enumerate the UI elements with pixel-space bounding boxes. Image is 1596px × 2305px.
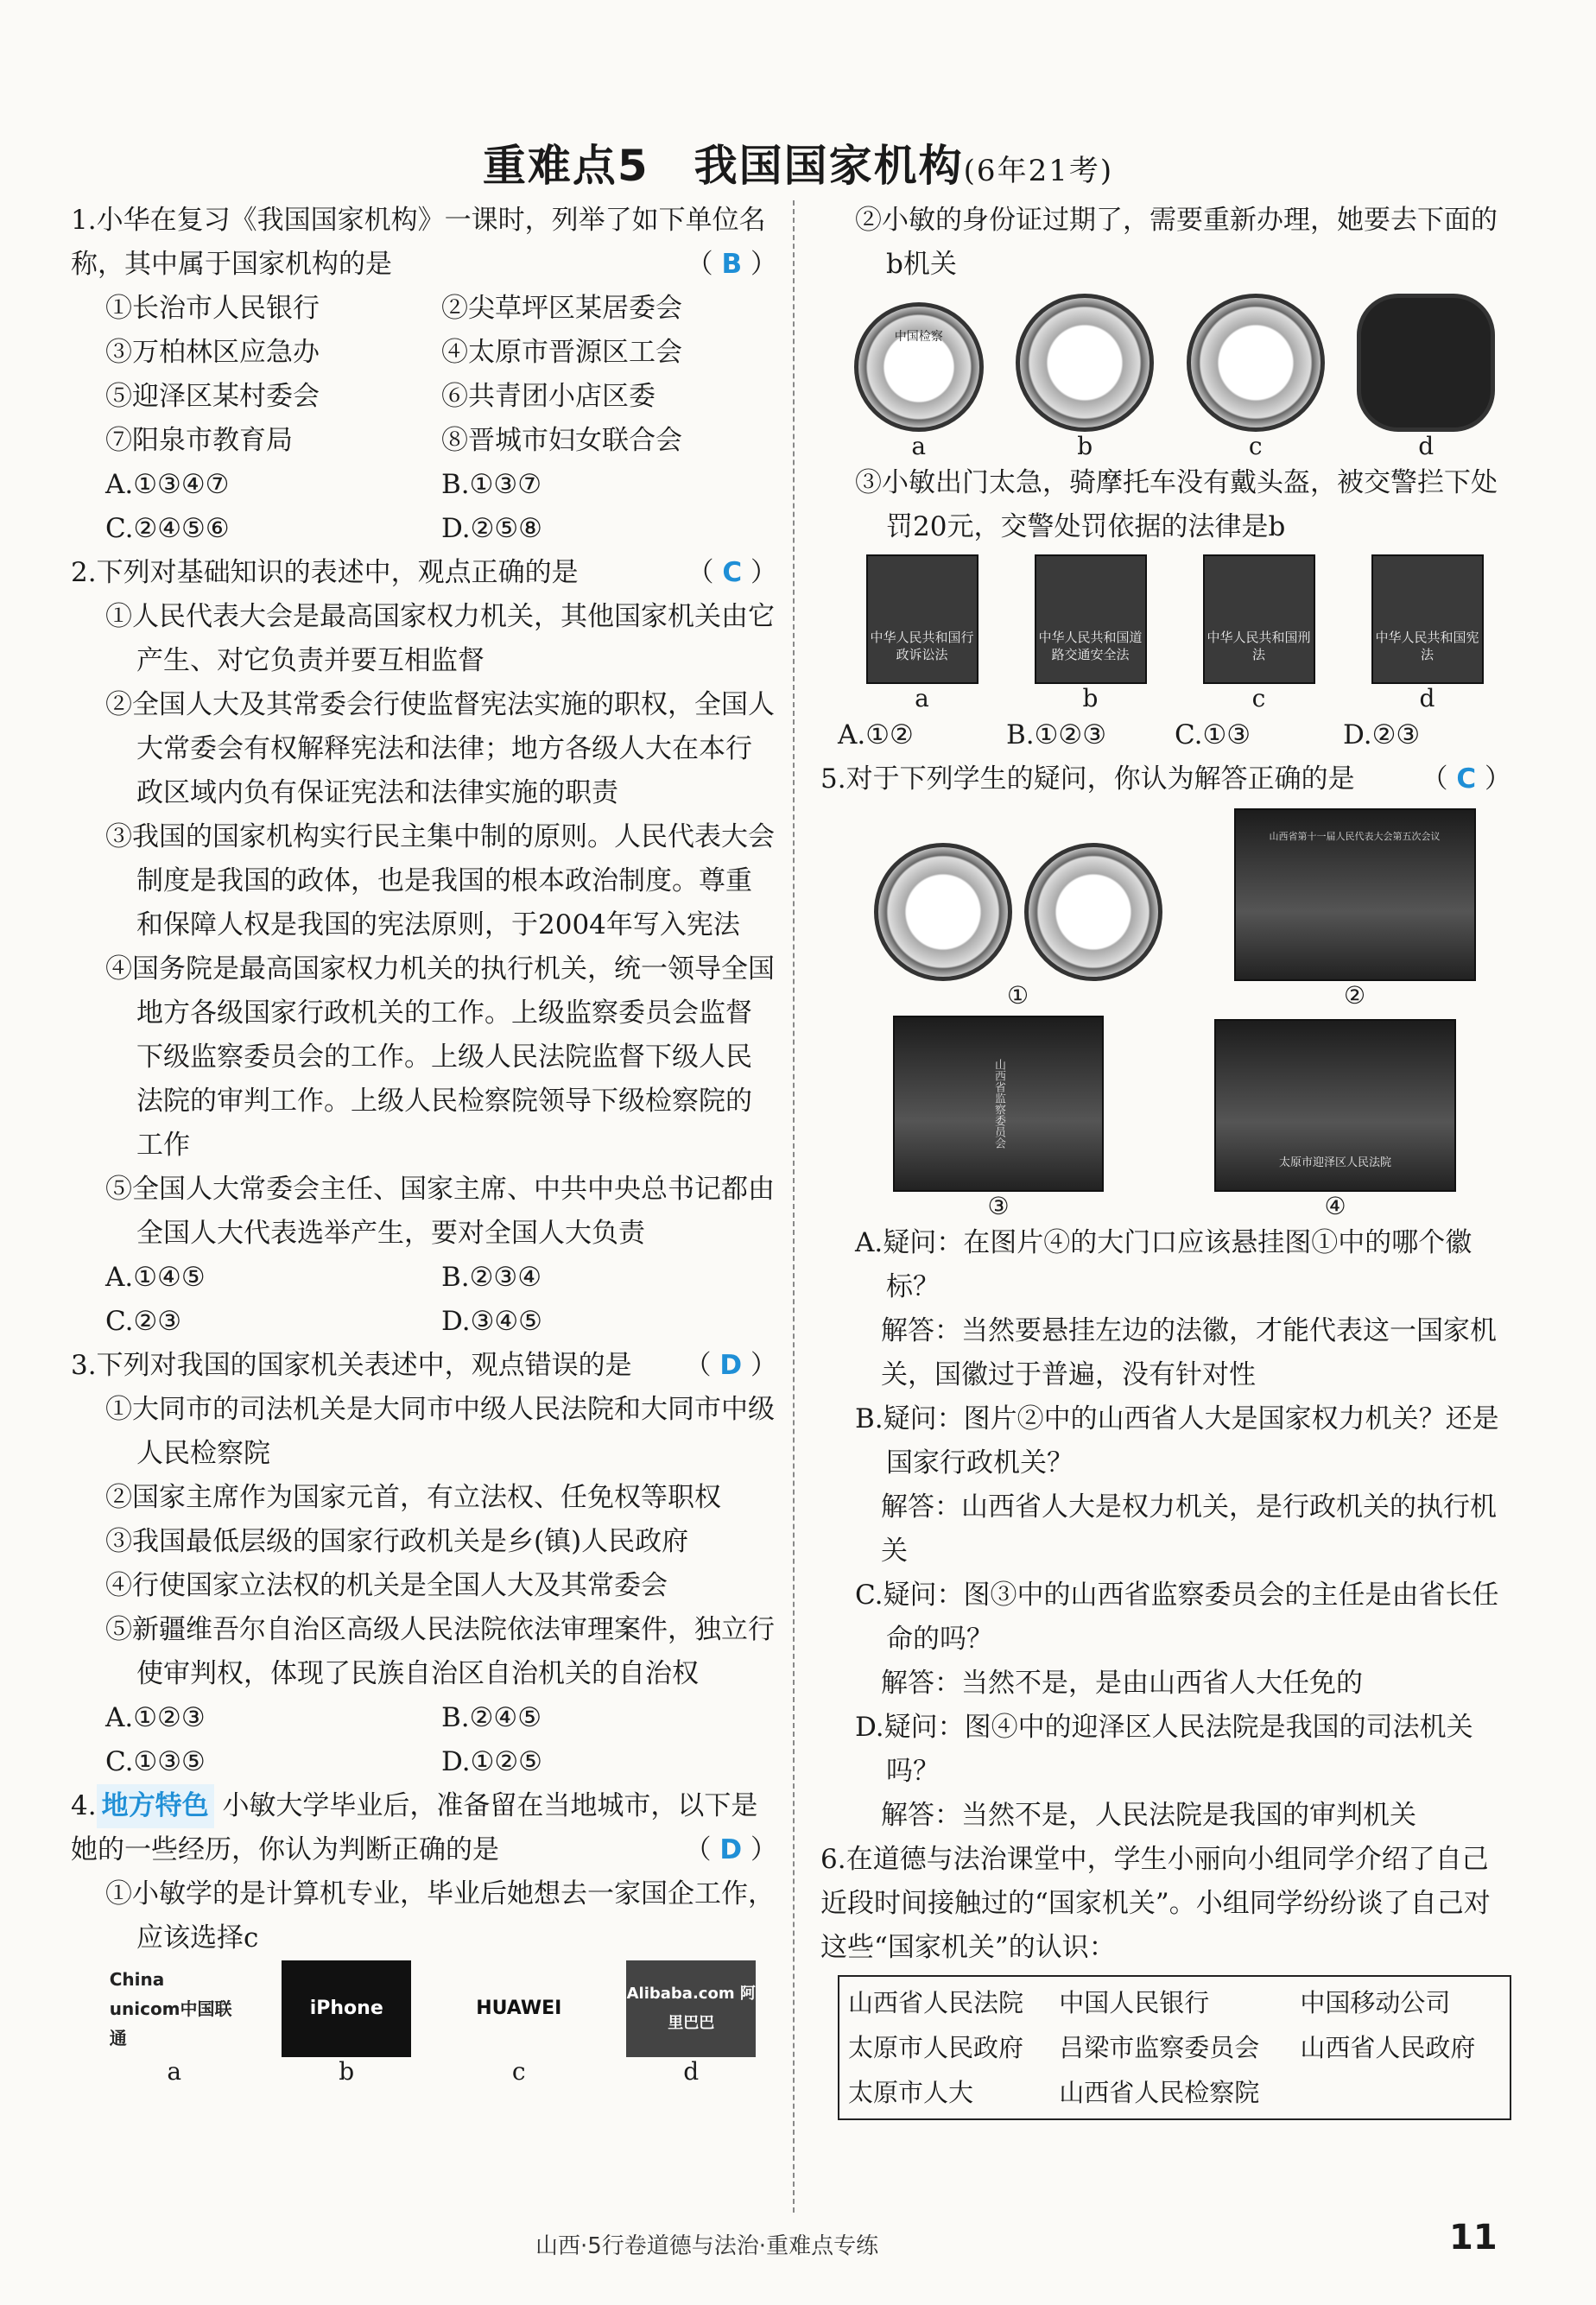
q2-item: ①人民代表大会是最高国家权力机关，其他国家机关由它产生、对它负责并要互相监督 — [105, 601, 775, 676]
q4-option: D.②③ — [1343, 719, 1421, 750]
alibaba-logo-icon: Alibaba.com 阿里巴巴 — [626, 1960, 756, 2057]
q5-stem: 5.对于下列学生的疑问，你认为解答正确的是 （ C ） — [820, 763, 1511, 795]
q3-option: A.①②③ — [105, 1702, 206, 1733]
book-c — [1203, 554, 1315, 713]
q6-box-item: 山西省人民法院 — [848, 1988, 1024, 2017]
q6-box-item: 中国移动公司 — [1300, 1988, 1451, 2017]
q6-box-item: 山西省人民政府 — [1300, 2033, 1476, 2062]
q2-option: B.②③④ — [441, 1262, 542, 1293]
q3-options — [71, 1696, 777, 1784]
supervision-committee-photo: 山西省监察委员会 — [893, 1016, 1104, 1192]
q1-item: ⑤迎泽区某村委会 — [105, 381, 320, 412]
police-emblem-icon — [1016, 294, 1154, 432]
q1-item: ⑥共青团小店区委 — [441, 381, 656, 412]
q5-pic-4 — [1214, 1019, 1456, 1221]
q1-item: ④太原市晋源区工会 — [441, 337, 682, 368]
q2-answer: C — [722, 557, 743, 588]
footer: 山西·5行卷道德与法治·重难点专练 — [535, 2233, 879, 2259]
q6-stem: 6.在道德与法治课堂中，学生小丽向小组同学介绍了自己近段时间接触过的“国家机关”。小组同学纷纷谈了自己对这些“国家机关”的认识： — [820, 1844, 1491, 1963]
q1-answer: B — [721, 249, 743, 280]
book-b — [1035, 554, 1147, 713]
q6-organ-box — [838, 1975, 1511, 2120]
q1-item: ⑧晋城市妇女联合会 — [441, 425, 682, 456]
q3-option: B.②④⑤ — [441, 1702, 542, 1733]
q4-answer: D — [719, 1834, 743, 1865]
q2-option: A.①④⑤ — [105, 1262, 206, 1293]
q6-box-item: 太原市人民政府 — [848, 2033, 1024, 2062]
q5-option-q: D.疑问：图④中的迎泽区人民法院是我国的司法机关吗？ — [855, 1712, 1473, 1787]
left-column — [71, 199, 777, 2087]
q5-option-q: B.疑问：图片②中的山西省人大是国家权力机关？还是国家行政机关？ — [855, 1403, 1499, 1479]
q1-options — [71, 463, 777, 551]
q1-option: D.②⑤⑧ — [441, 513, 542, 544]
q3-item: ④行使国家立法权的机关是全国人大及其常委会 — [105, 1570, 668, 1601]
q1-items — [71, 287, 777, 463]
label-c: c — [1251, 684, 1266, 712]
pic-label: ① — [1006, 981, 1029, 1010]
pic-label: ④ — [1324, 1192, 1346, 1220]
q5-pic-row-2 — [820, 1016, 1511, 1221]
unicom-logo-icon: China unicom中国联通 — [109, 1969, 232, 2049]
pic-label: ③ — [987, 1192, 1010, 1220]
q5-pic-3 — [893, 1016, 1104, 1221]
q5-option-q: A.疑问：在图片④的大门口应该悬挂图①中的哪个徽标？ — [855, 1227, 1472, 1302]
q5-option-a: 解答：山西省人大是权力机关，是行政机关的执行机关 — [881, 1491, 1497, 1567]
law-book-icon: 中华人民共和国道路交通安全法 — [1035, 554, 1147, 684]
q5-pic-2 — [1234, 808, 1476, 1010]
q4-emblem-row — [820, 294, 1511, 461]
q3-item: ①大同市的司法机关是大同市中级人民法院和大同市中级人民检察院 — [105, 1394, 775, 1469]
label-b: b — [1077, 432, 1093, 460]
q6-box-item: 中国人民银行 — [1059, 1988, 1210, 2017]
emblem-a — [854, 302, 984, 461]
law-book-icon: 中华人民共和国宪法 — [1371, 554, 1484, 684]
q2-option: C.②③ — [105, 1306, 182, 1337]
label-d: d — [683, 2057, 700, 2086]
label-b: b — [339, 2057, 355, 2086]
q3-stem: 3.下列对我国的国家机关表述中，观点错误的是 （ D ） — [71, 1350, 777, 1381]
q4-item3: ③小敏出门太急，骑摩托车没有戴头盔，被交警拦下处罚20元，交警处罚依据的法律是b — [855, 467, 1498, 542]
label-d: d — [1419, 684, 1435, 712]
q4-option: A.①② — [838, 719, 914, 750]
q4-item1: ①小敏学的是计算机专业，毕业后她想去一家国企工作，应该选择c — [105, 1878, 775, 1954]
logo-huawei — [454, 1960, 584, 2087]
column-divider — [793, 200, 795, 2213]
court-emblem-icon — [1187, 294, 1325, 432]
q5-answer: C — [1456, 763, 1477, 795]
q1-stem: 1.小华在复习《我国国家机构》一课时，列举了如下单位名称，其中属于国家机构的是 （ B ） — [71, 205, 777, 280]
law-book-icon: 中华人民共和国行政诉讼法 — [866, 554, 978, 684]
q3-answer: D — [719, 1350, 743, 1381]
book-d — [1371, 554, 1484, 713]
procuratorate-emblem-icon: 中国检察 — [854, 302, 984, 432]
page-title — [0, 131, 1596, 193]
q6-box-item: 吕梁市监察委员会 — [1059, 2033, 1260, 2062]
court-emblem-icon — [874, 843, 1012, 981]
court-building-photo: 太原市迎泽区人民法院 — [1214, 1019, 1456, 1192]
q3-item: ③我国最低层级的国家行政机关是乡(镇)人民政府 — [105, 1526, 689, 1557]
q4-options — [820, 713, 1511, 757]
q2-item: ④国务院是最高国家权力机关的执行机关，统一领导全国地方各级国家行政机关的工作。上级监察委员会监督下级监察委员会的工作。上级人民法院监督下级人民法院的审判工作。上级人民检察院领导下级检察院的工作 — [105, 953, 775, 1161]
q1-item: ②尖草坪区某居委会 — [441, 293, 682, 324]
label-a: a — [911, 432, 927, 460]
label-a: a — [915, 684, 929, 712]
q1-option: C.②④⑤⑥ — [105, 513, 230, 544]
logo-unicom — [110, 1960, 239, 2087]
emblem-b — [1016, 294, 1154, 461]
q4-option: C.①③ — [1175, 719, 1251, 750]
q1-option: B.①③⑦ — [441, 469, 542, 500]
q1-item: ①长治市人民银行 — [105, 293, 320, 324]
q3-item: ②国家主席作为国家元首，有立法权、任免权等职权 — [105, 1482, 721, 1513]
q4-option: B.①②③ — [1006, 719, 1107, 750]
q5-pic-row-1 — [820, 808, 1511, 1010]
emblem-d — [1357, 294, 1495, 461]
q5-option-a: 解答：当然不是，人民法院是我国的审判机关 — [881, 1800, 1416, 1831]
label-b: b — [1082, 684, 1099, 712]
label-c: c — [511, 2057, 526, 2086]
logo-alibaba — [626, 1960, 756, 2087]
q3-option: C.①③⑤ — [105, 1746, 206, 1777]
q2-item: ③我国的国家机构实行民主集中制的原则。人民代表大会制度是我国的政体，也是我国的根本政治制度。尊重和保障人权是我国的宪法原则，于2004年写入宪法 — [105, 821, 775, 940]
right-column — [820, 199, 1511, 2120]
q3-option: D.①②⑤ — [441, 1746, 542, 1777]
national-emblem-icon — [1024, 843, 1162, 981]
q1-item: ⑦阳泉市教育局 — [105, 425, 293, 456]
q2-item: ②全国人大及其常委会行使监督宪法实施的职权，全国人大常委会有权解释宪法和法律；地方各级人大在本行政区域内负有保证宪法和法律实施的职责 — [105, 689, 775, 808]
q2-stem: 2.下列对基础知识的表述中，观点正确的是 （ C ） — [71, 557, 777, 588]
local-feature-badge: 地方特色 — [97, 1784, 214, 1828]
q5-option-q: C.疑问：图③中的山西省监察委员会的主任是由省长任命的吗？ — [855, 1580, 1499, 1655]
book-a — [866, 554, 978, 713]
q5-option-a: 解答：当然不是，是由山西省人大任免的 — [881, 1668, 1363, 1699]
q3-item: ⑤新疆维吾尔自治区高级人民法院依法审理案件，独立行使审判权，体现了民族自治区自治机关的自治权 — [105, 1614, 775, 1689]
q4-logo-row — [71, 1960, 777, 2087]
q5-pic-1 — [874, 843, 1162, 1010]
q2-options — [71, 1256, 777, 1344]
label-d: d — [1418, 432, 1434, 460]
q5-option-a: 解答：当然要悬挂左边的法徽，才能代表这一国家机关，国徽过于普遍，没有针对性 — [881, 1315, 1497, 1390]
huawei-logo-icon: HUAWEI — [476, 1998, 562, 2019]
title-sub: (6年21考) — [963, 154, 1114, 188]
congress-hall-photo: 山西省第十一届人民代表大会第五次会议 — [1234, 808, 1476, 981]
q2-item: ⑤全国人大常委会主任、国家主席、中共中央总书记都由全国人大代表选举产生，要对全国人大负责 — [105, 1174, 775, 1249]
q6-box-item: 太原市人大 — [848, 2078, 974, 2107]
law-book-icon: 中华人民共和国刑法 — [1203, 554, 1315, 684]
tax-emblem-icon — [1357, 294, 1495, 432]
q1-item: ③万柏林区应急办 — [105, 337, 320, 368]
pic-label: ② — [1343, 981, 1366, 1010]
label-c: c — [1248, 432, 1263, 460]
q2-option: D.③④⑤ — [441, 1306, 542, 1337]
emblem-c — [1187, 294, 1325, 461]
label-a: a — [167, 2057, 182, 2086]
q6-box-item: 山西省人民检察院 — [1059, 2078, 1260, 2107]
page-number: 11 — [1449, 2218, 1498, 2258]
q4-book-row — [820, 554, 1511, 713]
q4-stem: 4. 地方特色 小敏大学毕业后，准备留在当地城市，以下是她的一些经历，你认为判断正确的是 （ D ） — [71, 1784, 777, 1872]
q4-item2: ②小敏的身份证过期了，需要重新办理，她要去下面的b机关 — [855, 205, 1498, 280]
title-main: 重难点5 我国国家机构 — [482, 141, 964, 191]
logo-iphone — [282, 1960, 411, 2087]
apple-logo-icon: iPhone — [282, 1960, 411, 2057]
q1-option: A.①③④⑦ — [105, 469, 230, 500]
